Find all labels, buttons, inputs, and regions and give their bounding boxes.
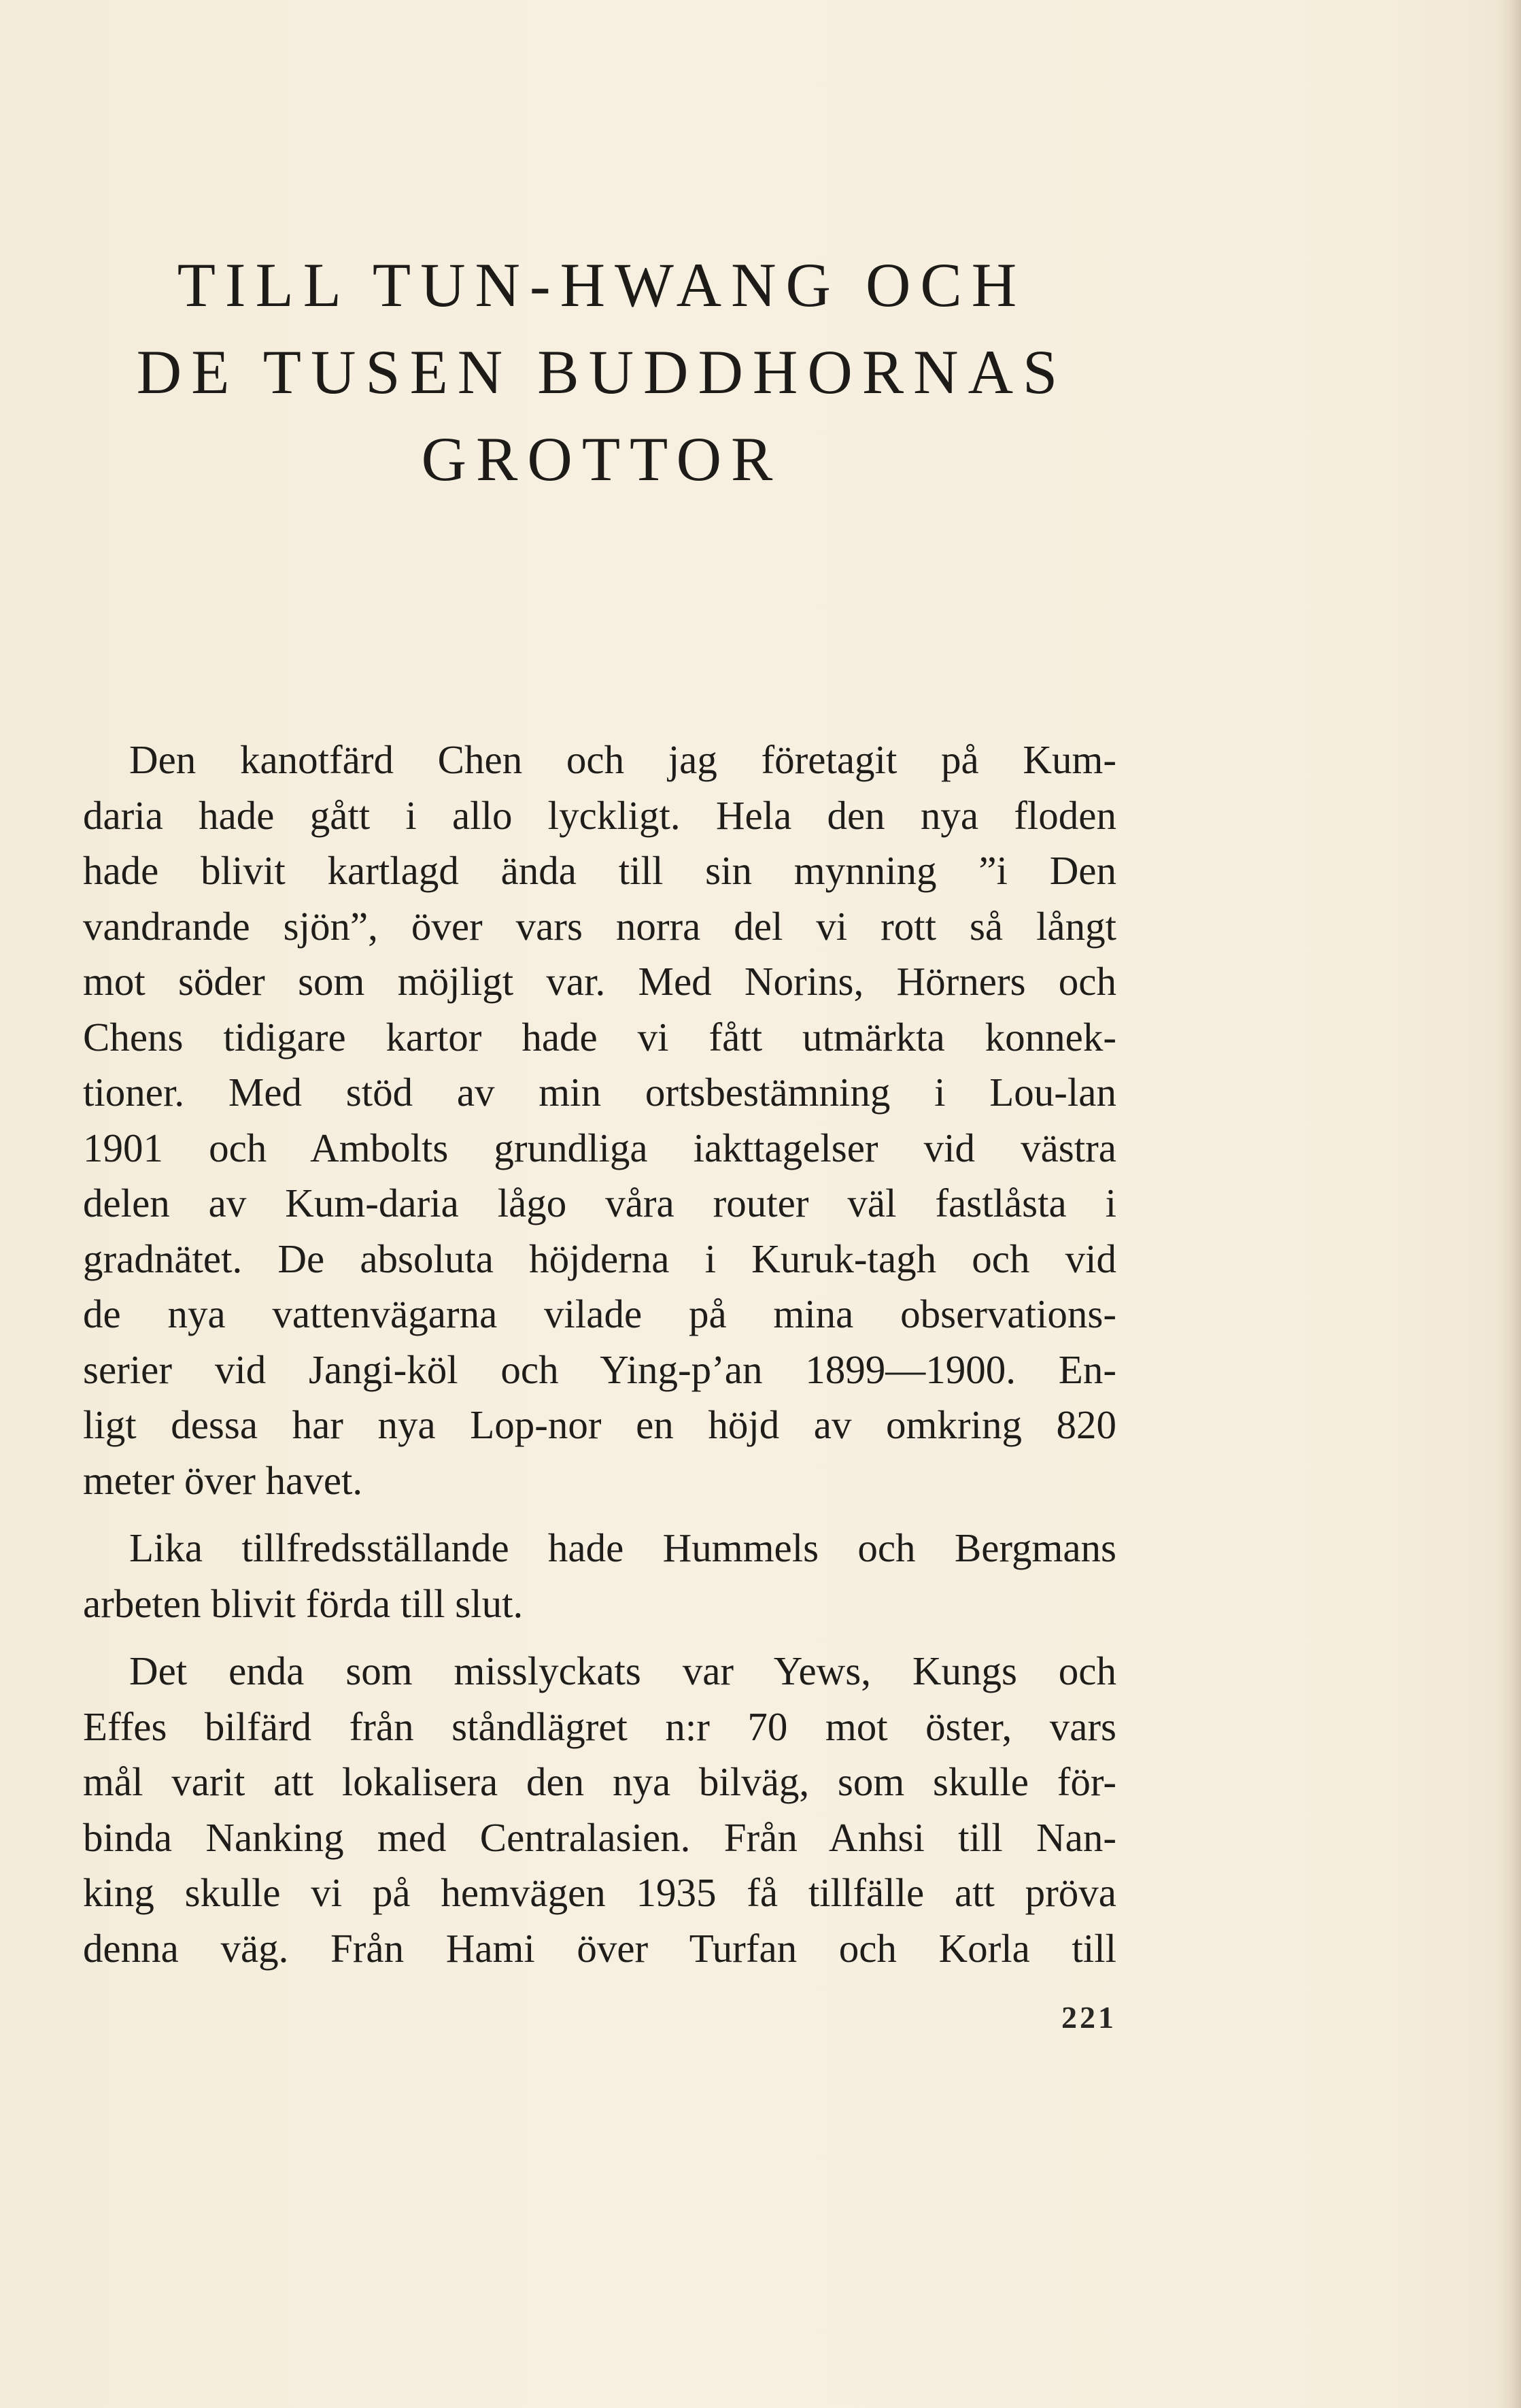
text-line: Det enda som misslyckats var Yews, Kungs och <box>129 1648 1116 1693</box>
text-line: tioner. Med stöd av min ortsbestämning i Lou-lan <box>83 1070 1116 1115</box>
text-line: mot söder som möjligt var. Med Norins, Hörners och <box>83 959 1116 1004</box>
text-line: ligt dessa har nya Lop-nor en höjd av omkring 820 <box>83 1402 1116 1447</box>
page-edge-shadow <box>1498 0 1521 2408</box>
paragraph-3 <box>83 1644 1116 1976</box>
chapter-title-line-3: GROTTOR <box>421 424 783 494</box>
text-line: delen av Kum-daria lågo våra router väl fastlåsta i <box>83 1181 1116 1225</box>
text-line: hade blivit kartlagd ända till sin mynning ”i Den <box>83 848 1116 893</box>
paragraph-1 <box>83 732 1116 1508</box>
body-text <box>83 732 1116 1976</box>
text-line: 1901 och Ambolts grundliga iakttagelser vid västra <box>83 1125 1116 1170</box>
text-line: Chens tidigare kartor hade vi fått utmärkta konnek- <box>83 1014 1116 1059</box>
text-line: Den kanotfärd Chen och jag företagit på Kum- <box>129 737 1116 782</box>
text-line: Effes bilfärd från ståndlägret n:r 70 mot öster, vars <box>83 1703 1116 1749</box>
text-line: arbeten blivit förda till slut. <box>83 1580 524 1626</box>
text-line: daria hade gått i allo lyckligt. Hela den nya floden <box>83 792 1116 838</box>
text-line: vandrande sjön”, över vars norra del vi rott så långt <box>83 903 1116 949</box>
text-line: king skulle vi på hemvägen 1935 få tillfälle att pröva <box>83 1870 1116 1915</box>
text-line: mål varit att lokalisera den nya bilväg, som skulle för- <box>83 1759 1116 1804</box>
page-number: 221 <box>1061 2000 1116 2035</box>
chapter-title <box>75 241 1129 503</box>
text-line: gradnätet. De absoluta höjderna i Kuruk-tagh och vid <box>83 1236 1116 1281</box>
text-line: Lika tillfredsställande hade Hummels och Bergmans <box>129 1525 1116 1570</box>
text-line: denna väg. Från Hami över Turfan och Korla till <box>83 1925 1116 1971</box>
chapter-title-line-2: DE TUSEN BUDDHORNAS <box>136 337 1067 407</box>
text-line: binda Nanking med Centralasien. Från Anhsi till Nan- <box>83 1814 1116 1860</box>
text-line: serier vid Jangi-köl och Ying-p’an 1899—1900. En- <box>83 1346 1116 1392</box>
chapter-title-line-1: TILL TUN-HWANG OCH <box>177 250 1027 320</box>
text-line: meter över havet. <box>83 1457 363 1503</box>
text-line: de nya vattenvägarna vilade på mina observations- <box>83 1291 1116 1336</box>
paragraph-2 <box>83 1521 1116 1631</box>
